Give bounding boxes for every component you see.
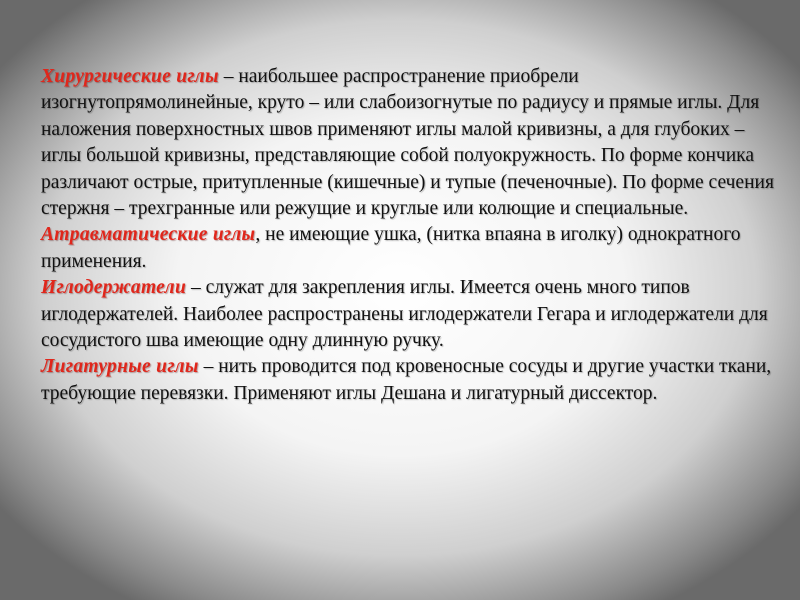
text-needle-holders: – служат для закрепления иглы. Имеется очень много типов иглодержателей. Наиболее распространены иглодержатели Гегара и иглодержатели для сосудистого шва имеющие одну длинную ручку. xyxy=(41,277,768,352)
paragraph-needle-holders xyxy=(41,275,776,354)
slide-body xyxy=(41,64,776,407)
text-surgical-needles: – наибольшее распространение приобрели изогнутопрямолинейные, круто – или слабоизогнутые по радиусу и прямые иглы. Для наложения поверхностных швов применяют иглы малой кривизны, а для глубоких – иглы большой кривизны, представляющие собой полуокружность. По форме кончика различают острые, притупленные (кишечные) и тупые (печеночные). По форме сечения стержня – трехгранные или режущие и круглые или колющие и специальные. xyxy=(41,66,774,220)
term-atraumatic-needles: Атравматические иглы xyxy=(41,224,256,246)
term-ligature-needles: Лигатурные иглы xyxy=(41,356,199,378)
term-needle-holders: Иглодержатели xyxy=(41,277,187,299)
paragraph-ligature-needles xyxy=(41,354,776,407)
paragraph-surgical-needles xyxy=(41,64,776,222)
term-surgical-needles: Хирургические иглы xyxy=(41,66,219,87)
text-ligature-needles: – нить проводится под кровеносные сосуды и другие участки ткани, требующие перевязки. Применяют иглы Дешана и лигатурный диссектор. xyxy=(41,356,772,404)
paragraph-atraumatic-needles xyxy=(41,222,776,275)
text-atraumatic-needles: , не имеющие ушка, (нитка впаяна в иголку) однократного применения. xyxy=(41,224,741,272)
